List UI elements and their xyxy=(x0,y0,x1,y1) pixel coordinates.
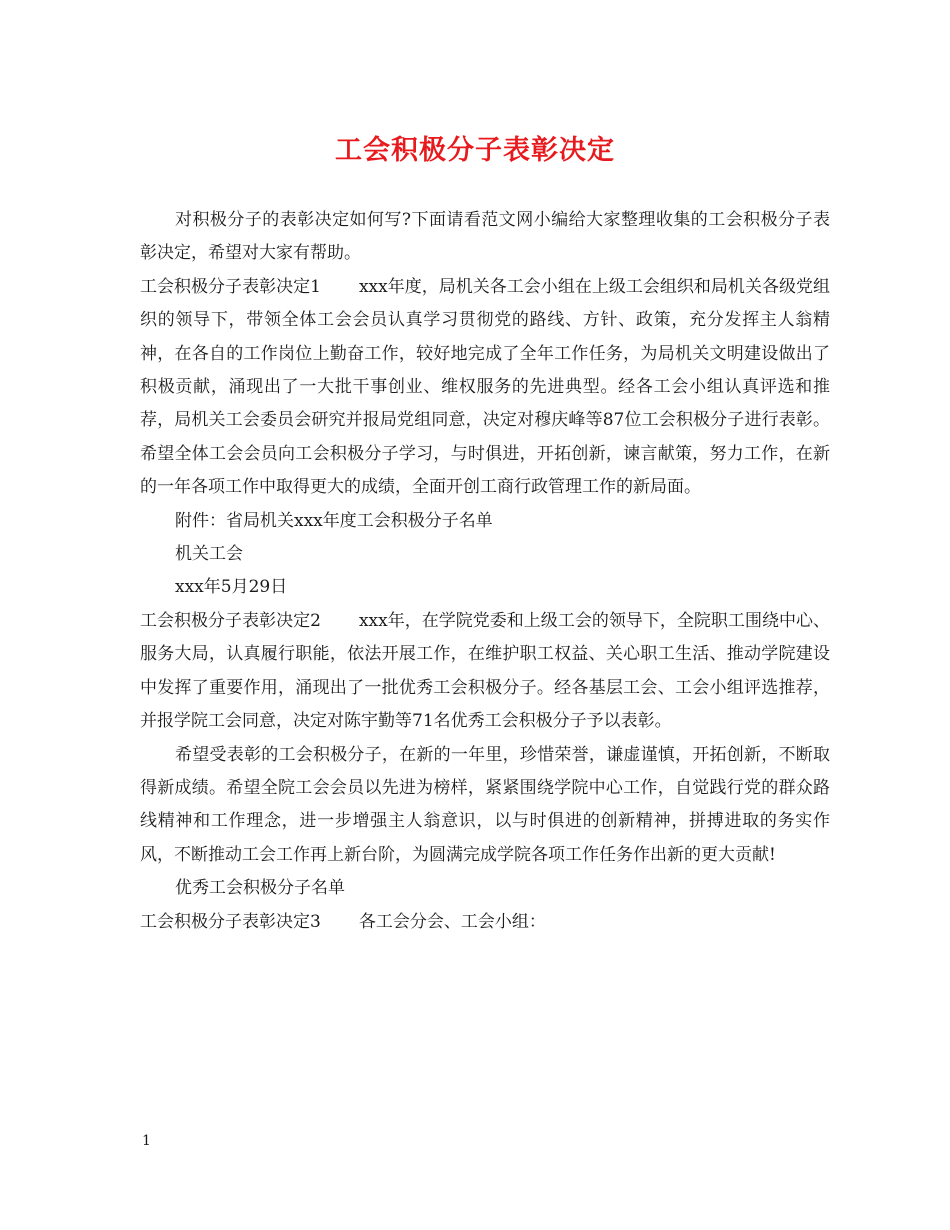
section-3-heading: 工会积极分子表彰决定3 xyxy=(140,911,321,932)
page-number: 1 xyxy=(142,1133,151,1149)
intro-paragraph: 对积极分子的表彰决定如何写?下面请看范文网小编给大家整理收集的工会积极分子表彰决定，希望对大家有帮助。 xyxy=(140,210,830,264)
document-title: 工会积极分子表彰决定 xyxy=(335,135,615,166)
section-1-attachment: 附件：省局机关xxx年度工会积极分子名单 xyxy=(175,510,493,531)
section-1-text: xxx年度，局机关各工会小组在上级工会组织和局机关各级党组织的领导下，带领全体工会会员认真学习贯彻党的路线、方针、政策，充分发挥主人翁精神，在各自的工作岗位上勤奋工作，较好地完成了全年工作任务，为局机关文明建设做出了积极贡献，涌现出了一大批干事创业、维权服务的先进典型。经各工会小组认真评选和推荐，局机关工会委员会研究并报局党组同意，决定对穆庆峰等87位工会积极分子进行表彰。希望全体工会会员向工会积极分子学习，与时俱进，开拓创新，谏言献策，努力工作，在新的一年各项工作中取得更大的成绩，全面开创工商行政管理工作的新局面。 xyxy=(140,276,830,498)
section-2-list-title: 优秀工会积极分子名单 xyxy=(175,878,345,899)
section-2-heading: 工会积极分子表彰决定2 xyxy=(140,610,321,631)
section-2-paragraph xyxy=(140,605,830,739)
section-2-paragraph-2: 希望受表彰的工会积极分子，在新的一年里，珍惜荣誉，谦虚谨慎，开拓创新，不断取得新成绩。希望全院工会会员以先进为榜样，紧紧围绕学院中心工作，自觉践行党的群众路线精神和工作理念，进一步增强主人翁意识，以与时俱进的创新精神，拼搏进取的务实作风，不断推动工会工作再上新台阶，为圆满完成学院各项工作任务作出新的更大贡献! xyxy=(140,744,830,865)
section-1-date: xxx年5月29日 xyxy=(175,577,288,598)
document-body xyxy=(140,204,830,939)
section-1-paragraph xyxy=(140,271,830,505)
section-1-signature: 机关工会 xyxy=(175,544,243,565)
section-3-paragraph xyxy=(140,906,830,939)
section-3-text: 各工会分会、工会小组： xyxy=(358,911,546,932)
section-2-text: xxx年，在学院党委和上级工会的领导下，全院职工围绕中心、服务大局，认真履行职能，依法开展工作，在维护职工权益、关心职工生活、推动学院建设中发挥了重要作用，涌现出了一批优秀工会积极分子。经各基层工会、工会小组评选推荐，并报学院工会同意，决定对陈宇勤等71名优秀工会积极分子予以表彰。 xyxy=(140,610,830,732)
section-1-heading: 工会积极分子表彰决定1 xyxy=(140,276,321,297)
